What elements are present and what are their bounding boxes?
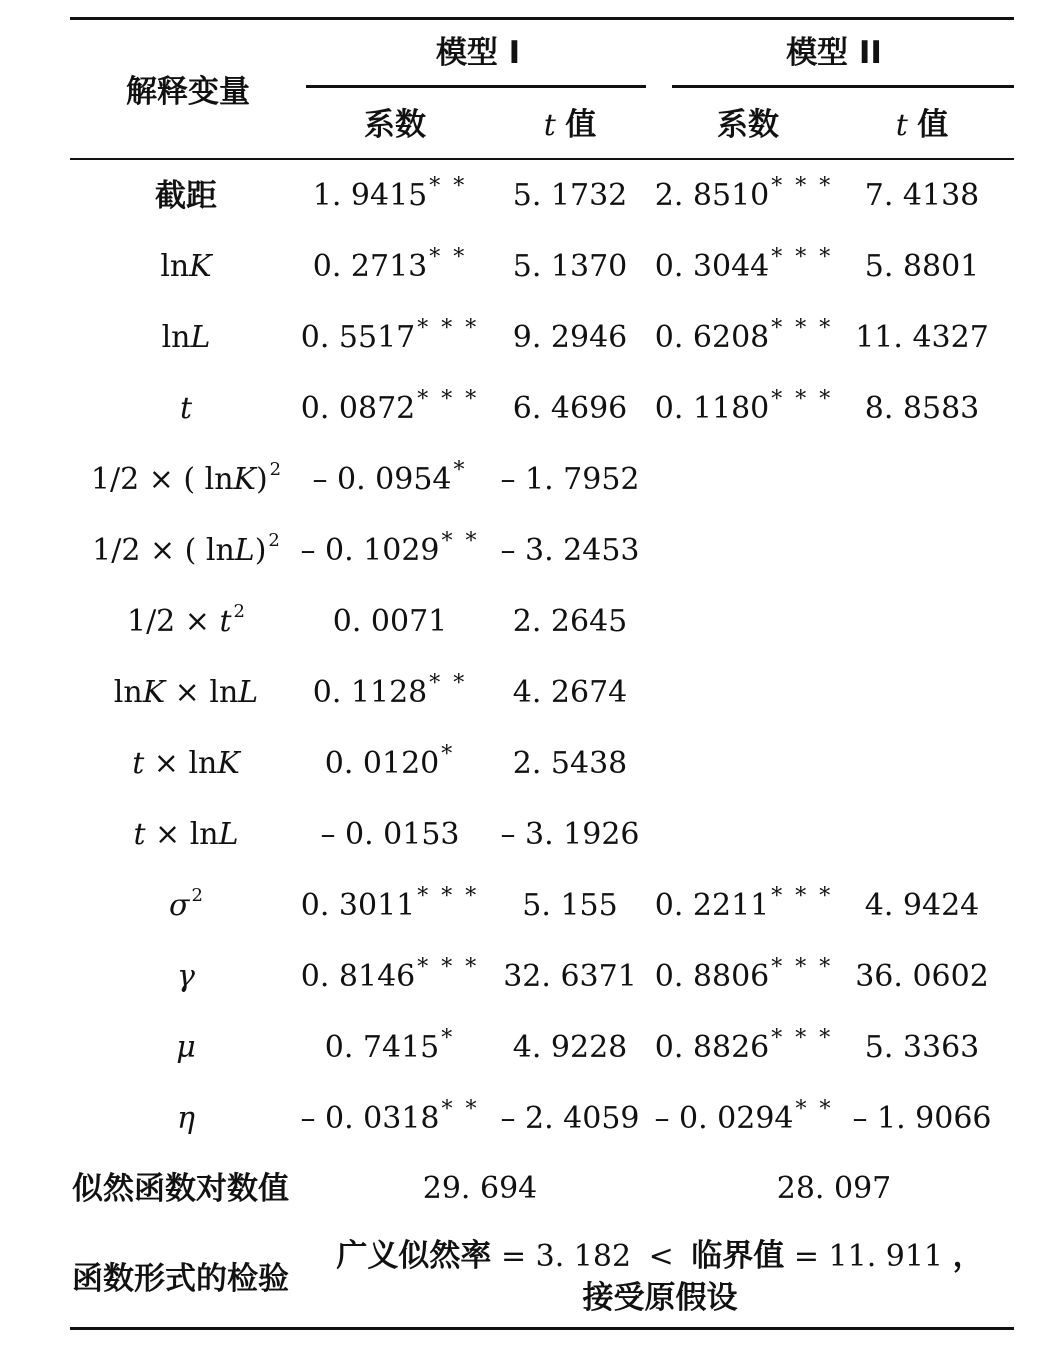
bottom-rule — [70, 1327, 1014, 1330]
significance-stars: * * — [795, 1097, 834, 1122]
math-var: L — [234, 533, 255, 568]
header-m1-tval — [544, 107, 597, 144]
math-var: K — [189, 249, 212, 284]
model1-t-value: 5. 155 — [522, 888, 618, 923]
coef-value: 0. 1128 — [312, 675, 428, 710]
significance-stars: * * * — [771, 316, 834, 341]
math-var: t — [132, 746, 145, 781]
t-symbol: t — [895, 108, 908, 143]
coef-value: 1. 9415 — [312, 178, 428, 213]
significance-stars: * * — [441, 529, 480, 554]
coef-value: 0. 7415 — [324, 1030, 440, 1065]
coef-value: 0. 5517 — [300, 320, 416, 355]
math-var: L — [190, 320, 211, 355]
model1-coefficient — [312, 458, 468, 501]
row-label: t × lnL — [133, 817, 239, 852]
coef-value: 0. 8146 — [300, 959, 416, 994]
coef-value: 0. 2211 — [654, 888, 770, 923]
header-variable: 解释变量 — [126, 74, 250, 110]
top-rule — [70, 17, 1014, 20]
significance-stars: * * * — [771, 245, 834, 270]
exponent: 2 — [191, 885, 203, 906]
math-var: μ — [176, 1030, 196, 1065]
coef-value: 0. 1180 — [654, 391, 770, 426]
value-word: 值 — [565, 107, 597, 143]
row-label — [177, 1101, 195, 1137]
significance-stars: * * — [429, 671, 468, 696]
math-var: η — [177, 1101, 195, 1136]
significance-stars: * * * — [417, 387, 480, 412]
row-label: t × lnK — [132, 746, 240, 781]
model1-t-value: 9. 2946 — [512, 320, 628, 355]
model2-t-value: 4. 9424 — [864, 888, 980, 923]
coef-value: 0. 8826 — [654, 1030, 770, 1065]
row-label: 1/2 × ( lnL) $^2$ — [92, 530, 280, 568]
row-label: 1/2 × ( lnK) $^2$ — [90, 459, 282, 497]
row-label: 截距 — [155, 178, 217, 214]
math-var: t — [179, 391, 193, 426]
coef-value: 0. 6208 — [654, 320, 770, 355]
model1-t-value: – 2. 4059 — [500, 1101, 640, 1136]
model2-coefficient — [654, 245, 834, 288]
row-label — [169, 885, 203, 928]
model1-coefficient — [324, 742, 456, 785]
model2-coefficient — [654, 1097, 834, 1140]
header-model1: 模型 I — [435, 35, 521, 71]
header-m2-tval — [896, 107, 949, 144]
coef-value: – 0. 0294 — [654, 1101, 794, 1136]
model1-t-value: 2. 2645 — [512, 604, 628, 639]
model1-coefficient — [300, 955, 480, 998]
significance-stars: * * * — [771, 174, 834, 199]
exponent: 2 — [268, 530, 280, 551]
coef-value: 0. 0071 — [332, 604, 448, 639]
model2-t-value: 11. 4327 — [855, 320, 989, 355]
model2-coefficient — [654, 955, 834, 998]
significance-stars: * * — [429, 174, 468, 199]
model2-t-value: 7. 4138 — [864, 178, 980, 213]
significance-stars: * * * — [771, 955, 834, 980]
model1-coefficient — [300, 387, 480, 430]
value-word: 值 — [917, 107, 949, 143]
model1-coefficient — [312, 245, 468, 288]
significance-stars: * * — [441, 1097, 480, 1122]
model1-coefficient — [300, 1097, 480, 1140]
model1-t-value: 5. 1732 — [512, 178, 628, 213]
model2-coefficient — [654, 174, 834, 217]
math-var: L — [218, 817, 239, 852]
math-var: t — [133, 817, 146, 852]
loglik-model1: 29. 694 — [422, 1171, 538, 1206]
significance-stars: * — [453, 458, 468, 483]
row-label: 1/2 × t $^2$ — [126, 601, 246, 639]
significance-stars: * * * — [771, 884, 834, 909]
header-model2: 模型 II — [786, 35, 882, 71]
model2-t-value: 5. 8801 — [864, 249, 980, 284]
row-label — [177, 959, 195, 995]
row-label: lnK — [160, 249, 212, 284]
loglik-label: 似然函数对数值 — [72, 1171, 289, 1207]
model2-coefficient — [654, 1026, 834, 1069]
model1-coefficient — [324, 1026, 456, 1069]
model2-t-value: – 1. 9066 — [852, 1101, 992, 1136]
test-label: 函数形式的检验 — [72, 1261, 289, 1297]
coef-value: – 0. 0954 — [312, 462, 452, 497]
row-label — [180, 391, 192, 427]
coef-value: 0. 0872 — [300, 391, 416, 426]
significance-stars: * — [441, 1026, 456, 1051]
model1-coefficient — [300, 529, 480, 572]
coef-value: – 0. 0318 — [300, 1101, 440, 1136]
model2-coefficient — [654, 387, 834, 430]
model2-t-value: 8. 8583 — [864, 391, 980, 426]
model1-t-value: 4. 2674 — [512, 675, 628, 710]
model2-coefficient — [654, 884, 834, 927]
model2-t-value: 36. 0602 — [855, 959, 989, 994]
math-var: σ — [169, 888, 190, 923]
test-result-line2: 接受原假设 — [582, 1280, 738, 1316]
model1-t-value: 2. 5438 — [512, 746, 628, 781]
model2-underline — [672, 85, 1014, 88]
coef-value: 0. 3011 — [300, 888, 416, 923]
test-result-line1 — [336, 1238, 983, 1275]
model1-coefficient — [312, 671, 468, 714]
significance-stars: * * * — [417, 316, 480, 341]
model1-coefficient — [320, 817, 459, 853]
significance-stars: * * * — [771, 1026, 834, 1051]
exponent: 2 — [233, 601, 246, 622]
model1-t-value: 32. 6371 — [503, 959, 637, 994]
lr-value: = 3. 182 — [500, 1239, 632, 1274]
coef-value: – 0. 0153 — [320, 817, 460, 852]
model1-coefficient — [333, 604, 448, 640]
math-var: K — [217, 746, 240, 781]
significance-stars: * — [441, 742, 456, 767]
header-rule — [70, 158, 1014, 160]
coef-value: 0. 3044 — [654, 249, 770, 284]
loglik-model2: 28. 097 — [776, 1171, 892, 1206]
model1-coefficient — [300, 316, 480, 359]
critical-label: 临界值 — [691, 1238, 785, 1274]
model1-underline — [306, 85, 646, 88]
significance-stars: * * * — [417, 955, 480, 980]
comma: ， — [952, 1238, 984, 1274]
model1-t-value: 5. 1370 — [512, 249, 628, 284]
coef-value: – 0. 1029 — [300, 533, 440, 568]
model1-coefficient — [300, 884, 480, 927]
math-var: K — [233, 462, 256, 497]
math-var: γ — [177, 959, 195, 994]
coef-value: 2. 8510 — [654, 178, 770, 213]
coef-value: 0. 2713 — [312, 249, 428, 284]
coef-value: 0. 8806 — [654, 959, 770, 994]
row-label: lnK × lnL — [113, 675, 259, 710]
math-var: L — [238, 675, 259, 710]
model1-t-value: – 3. 2453 — [500, 533, 640, 568]
model1-t-value: – 3. 1926 — [500, 817, 640, 852]
math-var: K — [142, 675, 166, 710]
significance-stars: * * — [429, 245, 468, 270]
significance-stars: * * * — [771, 387, 834, 412]
model2-t-value: 5. 3363 — [864, 1030, 980, 1065]
row-label — [176, 1030, 196, 1066]
math-var: t — [219, 604, 232, 639]
t-symbol: t — [543, 108, 556, 143]
model1-t-value: 4. 9228 — [512, 1030, 628, 1065]
critical-value: = 11. 911 — [793, 1239, 944, 1274]
header-m1-coef: 系数 — [364, 107, 426, 143]
coef-value: 0. 0120 — [324, 746, 440, 781]
exponent: 2 — [269, 459, 282, 480]
model1-coefficient — [312, 174, 468, 217]
row-label: lnL — [161, 320, 211, 355]
significance-stars: * * * — [417, 884, 480, 909]
model1-t-value: – 1. 7952 — [500, 462, 640, 497]
less-than: < — [648, 1239, 674, 1274]
model2-coefficient — [654, 316, 834, 359]
header-m2-coef: 系数 — [717, 107, 779, 143]
model1-t-value: 6. 4696 — [512, 391, 628, 426]
lr-label: 广义似然率 — [336, 1238, 492, 1274]
